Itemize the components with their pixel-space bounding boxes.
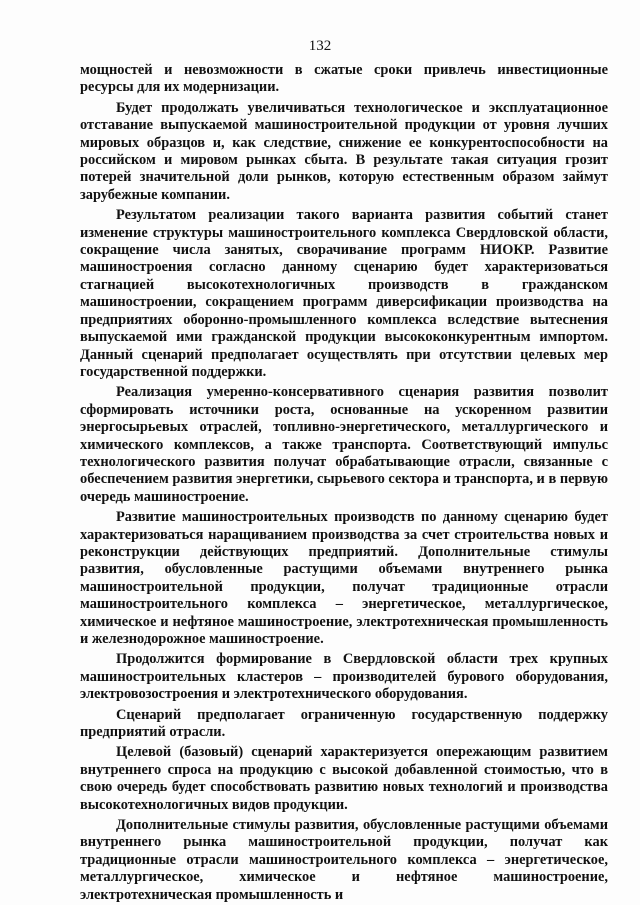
paragraph: Дополнительные стимулы развития, обусловленные растущими объемами внутреннего рынка машиностроительной продукции, получат как традиционные отрасли машиностроительного комплекса – энергетическое, металлургическое, химическое и нефтяное машиностроение, электротехническая промышленность и [80, 817, 608, 903]
page-number: 132 [308, 38, 332, 54]
document-body [80, 62, 608, 907]
paragraph: Развитие машиностроительных производств по данному сценарию будет характеризоваться наращиванием производства за счет строительства новых и реконструкции действующих предприятий. Дополнительные стимулы развития, обусловленные растущими объемами внутреннего рынка машиностроительной продукции, получат традиционные отрасли машиностроительного комплекса – энергетическое, металлургическое, химическое и нефтяное машиностроение, электротехническая промышленность и железнодорожное машиностроение. [80, 509, 608, 647]
paragraph: Результатом реализации такого варианта развития событий станет изменение структуры машиностроительного комплекса Свердловской области, сокращение числа занятых, сворачивание программ НИОКР. Развитие машиностроения согласно данному сценарию будет характеризоваться стагнацией высокотехнологичных производств в гражданском машиностроении, сокращением программ диверсификации производства на предприятиях оборонно-промышленного комплекса вследствие вытеснения выпускаемой ими гражданской продукции высококонкурентным импортом. Данный сценарий предполагает осуществлять при отсутствии целевых мер государственной поддержки. [80, 207, 608, 380]
paragraph: Целевой (базовый) сценарий характеризуется опережающим развитием внутреннего спроса на продукцию с высокой добавленной стоимостью, что в свою очередь будет способствовать развитию новых технологий и производства высокотехнологичных видов продукции. [80, 744, 608, 813]
paragraph: Продолжится формирование в Свердловской области трех крупных машиностроительных кластеров – производителей бурового оборудования, электровозостроения и электротехнического оборудования. [80, 651, 608, 703]
paragraph: Реализация умеренно-консервативного сценария развития позволит сформировать источники роста, основанные на ускоренном развитии энергосырьевых отраслей, топливно-энергетического, металлургического и химического комплексов, а также транспорта. Соответствующий импульс технологического развития получат обрабатывающие отрасли, связанные с обеспечением развития энергетики, сырьевого сектора и транспорта, и в первую очередь машиностроение. [80, 384, 608, 505]
paragraph: Сценарий предполагает ограниченную государственную поддержку предприятий отрасли. [80, 706, 608, 741]
paragraph: Будет продолжать увеличиваться технологическое и эксплуатационное отставание выпускаемой машиностроительной продукции от уровня лучших мировых образцов и, как следствие, снижение ее конкурентоспособности на российском и мировом рынках сбыта. В результате такая ситуация грозит потерей значительной доли рынков, которую естественным образом займут зарубежные компании. [80, 99, 608, 203]
paragraph: мощностей и невозможности в сжатые сроки привлечь инвестиционные ресурсы для их модернизации. [80, 62, 608, 96]
